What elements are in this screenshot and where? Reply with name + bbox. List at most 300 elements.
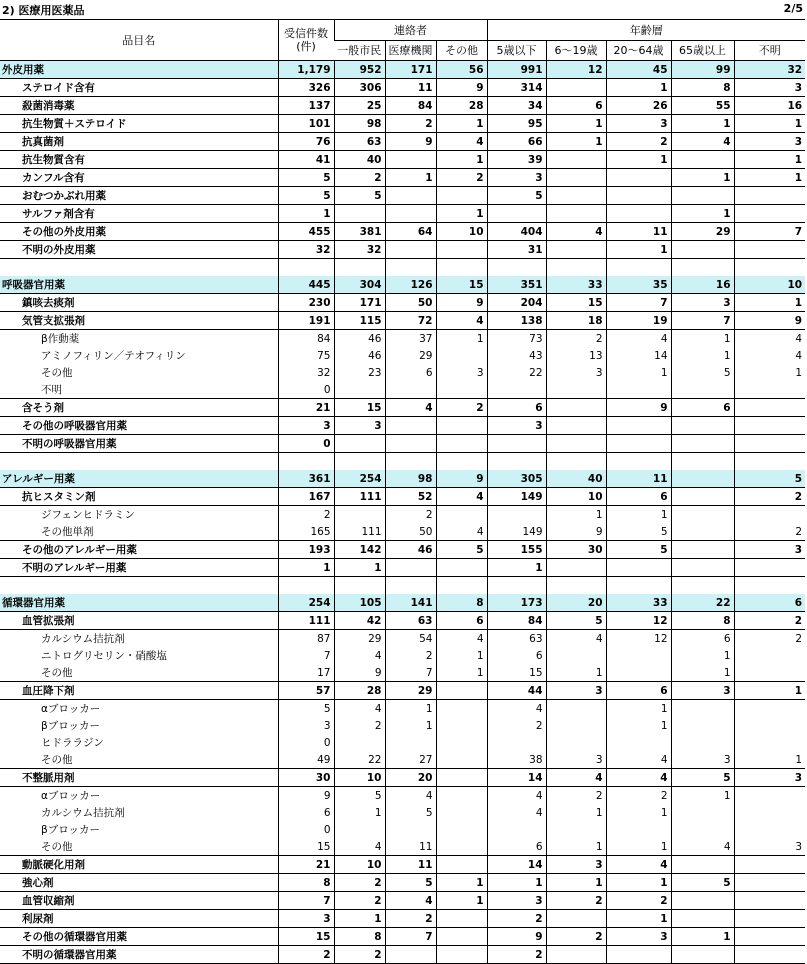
cell-public: 142 xyxy=(334,541,385,559)
cell-age-unknown xyxy=(734,892,805,910)
cell-age-65: 22 xyxy=(671,594,734,612)
cell-contact-other xyxy=(436,734,487,751)
table-row xyxy=(0,347,805,364)
cell-total: 230 xyxy=(278,294,334,312)
cell-age-unknown xyxy=(734,241,805,259)
row-label xyxy=(0,577,278,595)
cell-age-6-19: 3 xyxy=(546,682,606,700)
row-label: アミノフィリン／テオフィリン xyxy=(41,349,186,362)
cell-age-unknown xyxy=(734,381,805,399)
cell-contact-other: 9 xyxy=(436,79,487,97)
cell-age-6-19: 2 xyxy=(546,330,606,348)
cell-age-unknown: 7 xyxy=(734,223,805,241)
cell-age-6-19 xyxy=(546,417,606,435)
cell-age-20-64 xyxy=(606,205,671,223)
cell-total: 76 xyxy=(278,133,334,151)
row-label: βブロッカー xyxy=(41,719,100,732)
cell-age-20-64: 19 xyxy=(606,312,671,330)
cell-age-65 xyxy=(671,821,734,838)
row-label: 外皮用薬 xyxy=(0,61,278,79)
cell-total: 1 xyxy=(278,205,334,223)
cell-contact-other: 9 xyxy=(436,470,487,488)
table-row xyxy=(0,700,805,718)
cell-contact-other xyxy=(436,751,487,769)
cell-age-65: 1 xyxy=(671,169,734,187)
cell-age-6-19: 4 xyxy=(546,630,606,648)
cell-age-65 xyxy=(671,559,734,577)
cell-age-unknown xyxy=(734,664,805,682)
cell-public: 105 xyxy=(334,594,385,612)
cell-public: 952 xyxy=(334,61,385,79)
cell-age-unknown xyxy=(734,259,805,277)
cell-contact-other: 2 xyxy=(436,399,487,417)
cell-total: 21 xyxy=(278,856,334,874)
cell-medical: 4 xyxy=(385,787,436,805)
cell-medical: 6 xyxy=(385,364,436,381)
cell-age-20-64 xyxy=(606,417,671,435)
row-label: 抗真菌剤 xyxy=(0,133,278,151)
row-label: βブロッカー xyxy=(41,823,100,836)
cell-public xyxy=(334,577,385,595)
cell-medical: 52 xyxy=(385,488,436,506)
cell-medical: 46 xyxy=(385,541,436,559)
cell-public: 5 xyxy=(334,187,385,205)
cell-age-unknown xyxy=(734,874,805,892)
cell-medical: 84 xyxy=(385,97,436,115)
cell-medical xyxy=(385,821,436,838)
cell-medical: 7 xyxy=(385,928,436,946)
row-label: その他 xyxy=(0,751,278,769)
cell-age-6-19: 6 xyxy=(546,97,606,115)
table-body xyxy=(0,61,805,964)
category-row xyxy=(0,470,805,488)
cell-age-unknown: 1 xyxy=(734,151,805,169)
cell-age-65 xyxy=(671,187,734,205)
cell-age-0-5 xyxy=(487,577,546,595)
table-row xyxy=(0,312,805,330)
table-row xyxy=(0,417,805,435)
cell-age-65: 3 xyxy=(671,682,734,700)
cell-age-6-19: 10 xyxy=(546,488,606,506)
cell-age-20-64 xyxy=(606,259,671,277)
column-header-medical: 医療機関 xyxy=(385,41,436,61)
cell-medical xyxy=(385,417,436,435)
row-label: 不明の呼吸器官用薬 xyxy=(0,435,278,453)
cell-public: 2 xyxy=(334,892,385,910)
cell-total: 32 xyxy=(278,364,334,381)
cell-age-65: 1 xyxy=(671,347,734,364)
cell-total: 15 xyxy=(278,838,334,856)
cell-age-65 xyxy=(671,804,734,821)
cell-age-unknown: 3 xyxy=(734,838,805,856)
column-header-total xyxy=(278,20,334,61)
cell-public: 381 xyxy=(334,223,385,241)
cell-age-20-64: 12 xyxy=(606,612,671,630)
cell-medical: 4 xyxy=(385,892,436,910)
table-row xyxy=(0,787,805,805)
cell-total: 6 xyxy=(278,804,334,821)
cell-total: 1,179 xyxy=(278,61,334,79)
cell-age-20-64: 9 xyxy=(606,399,671,417)
cell-age-20-64 xyxy=(606,734,671,751)
cell-medical: 7 xyxy=(385,664,436,682)
cell-public: 63 xyxy=(334,133,385,151)
cell-age-65: 5 xyxy=(671,874,734,892)
cell-medical xyxy=(385,187,436,205)
cell-age-65: 5 xyxy=(671,769,734,787)
row-label: ジフェンヒドラミン xyxy=(41,508,135,521)
cell-age-20-64: 1 xyxy=(606,804,671,821)
cell-public xyxy=(334,821,385,838)
cell-total: 191 xyxy=(278,312,334,330)
cell-age-0-5: 4 xyxy=(487,787,546,805)
column-header-name: 品目名 xyxy=(0,20,278,61)
cell-total: 87 xyxy=(278,630,334,648)
cell-age-0-5: 3 xyxy=(487,417,546,435)
column-header-public: 一般市民 xyxy=(334,41,385,61)
cell-contact-other xyxy=(436,417,487,435)
cell-contact-other: 4 xyxy=(436,523,487,541)
cell-age-0-5: 39 xyxy=(487,151,546,169)
table-row xyxy=(0,804,805,821)
cell-medical: 2 xyxy=(385,647,436,664)
cell-medical: 50 xyxy=(385,294,436,312)
cell-age-0-5: 138 xyxy=(487,312,546,330)
cell-age-20-64: 1 xyxy=(606,717,671,734)
cell-age-unknown xyxy=(734,647,805,664)
cell-age-unknown: 2 xyxy=(734,488,805,506)
cell-age-65: 1 xyxy=(671,115,734,133)
table-row xyxy=(0,541,805,559)
cell-total: 111 xyxy=(278,612,334,630)
cell-total: 3 xyxy=(278,910,334,928)
cell-age-65 xyxy=(671,453,734,471)
table-row xyxy=(0,79,805,97)
cell-public: 10 xyxy=(334,856,385,874)
table-row xyxy=(0,187,805,205)
column-header-age-0-5: 5歳以下 xyxy=(487,41,546,61)
cell-age-unknown: 3 xyxy=(734,541,805,559)
cell-age-0-5: 204 xyxy=(487,294,546,312)
cell-public: 3 xyxy=(334,417,385,435)
cell-age-65 xyxy=(671,856,734,874)
cell-contact-other: 10 xyxy=(436,223,487,241)
cell-age-65: 3 xyxy=(671,751,734,769)
cell-age-6-19: 15 xyxy=(546,294,606,312)
cell-medical: 4 xyxy=(385,399,436,417)
cell-age-20-64: 11 xyxy=(606,223,671,241)
cell-total: 5 xyxy=(278,187,334,205)
cell-age-6-19: 3 xyxy=(546,364,606,381)
cell-age-0-5: 4 xyxy=(487,804,546,821)
table-row xyxy=(0,523,805,541)
cell-age-unknown xyxy=(734,734,805,751)
cell-public xyxy=(334,734,385,751)
cell-age-65 xyxy=(671,910,734,928)
cell-contact-other: 1 xyxy=(436,330,487,348)
cell-age-unknown xyxy=(734,577,805,595)
cell-age-0-5: 4 xyxy=(487,700,546,718)
cell-age-unknown xyxy=(734,417,805,435)
cell-contact-other xyxy=(436,559,487,577)
cell-total: 41 xyxy=(278,151,334,169)
cell-age-6-19 xyxy=(546,435,606,453)
cell-public xyxy=(334,205,385,223)
row-label: その他単剤 xyxy=(0,523,278,541)
row-label: その他 xyxy=(0,664,278,682)
cell-age-6-19: 2 xyxy=(546,928,606,946)
cell-age-20-64 xyxy=(606,821,671,838)
cell-medical: 1 xyxy=(385,169,436,187)
cell-public: 254 xyxy=(334,470,385,488)
row-label: カルシウム拮抗剤 xyxy=(41,632,125,645)
cell-age-20-64 xyxy=(606,577,671,595)
cell-medical xyxy=(385,577,436,595)
cell-contact-other xyxy=(436,577,487,595)
cell-age-20-64: 3 xyxy=(606,928,671,946)
cell-age-0-5: 3 xyxy=(487,892,546,910)
cell-age-65 xyxy=(671,700,734,718)
cell-medical xyxy=(385,946,436,964)
cell-total: 5 xyxy=(278,700,334,718)
cell-age-6-19: 1 xyxy=(546,115,606,133)
cell-public: 46 xyxy=(334,330,385,348)
cell-age-0-5: 22 xyxy=(487,364,546,381)
cell-age-65: 5 xyxy=(671,364,734,381)
cell-medical: 64 xyxy=(385,223,436,241)
cell-age-unknown: 16 xyxy=(734,97,805,115)
cell-contact-other xyxy=(436,838,487,856)
row-label: 不明の循環器官用薬 xyxy=(0,946,278,964)
row-label: その他の呼吸器官用薬 xyxy=(0,417,278,435)
cell-age-6-19: 18 xyxy=(546,312,606,330)
column-header-contact-other: その他 xyxy=(436,41,487,61)
cell-age-20-64 xyxy=(606,664,671,682)
cell-age-6-19 xyxy=(546,717,606,734)
cell-age-6-19: 1 xyxy=(546,664,606,682)
cell-age-65 xyxy=(671,717,734,734)
row-label: 含そう剤 xyxy=(0,399,278,417)
row-label: 不明 xyxy=(0,381,278,399)
cell-total: 57 xyxy=(278,682,334,700)
cell-contact-other: 8 xyxy=(436,594,487,612)
cell-total: 7 xyxy=(278,647,334,664)
row-label: 抗生物質含有 xyxy=(0,151,278,169)
cell-age-6-19 xyxy=(546,381,606,399)
cell-age-20-64: 2 xyxy=(606,787,671,805)
cell-public: 25 xyxy=(334,97,385,115)
cell-medical: 29 xyxy=(385,347,436,364)
cell-age-20-64: 5 xyxy=(606,541,671,559)
table-row xyxy=(0,169,805,187)
cell-age-20-64: 1 xyxy=(606,151,671,169)
column-header-age-20-64: 20～64歳 xyxy=(606,41,671,61)
cell-total: 2 xyxy=(278,946,334,964)
cell-age-unknown: 10 xyxy=(734,276,805,294)
cell-contact-other: 1 xyxy=(436,205,487,223)
cell-contact-other: 1 xyxy=(436,874,487,892)
cell-age-0-5: 149 xyxy=(487,523,546,541)
cell-medical: 5 xyxy=(385,804,436,821)
cell-age-20-64: 1 xyxy=(606,506,671,524)
category-row xyxy=(0,276,805,294)
cell-age-65: 7 xyxy=(671,312,734,330)
cell-age-6-19 xyxy=(546,151,606,169)
cell-total: 101 xyxy=(278,115,334,133)
cell-medical: 11 xyxy=(385,856,436,874)
cell-age-20-64: 1 xyxy=(606,874,671,892)
cell-public: 115 xyxy=(334,312,385,330)
cell-age-0-5: 9 xyxy=(487,928,546,946)
row-label: 利尿剤 xyxy=(0,910,278,928)
table-row xyxy=(0,717,805,734)
cell-age-65 xyxy=(671,381,734,399)
cell-public: 23 xyxy=(334,364,385,381)
cell-age-unknown: 1 xyxy=(734,294,805,312)
spacer-row xyxy=(0,577,805,595)
cell-age-20-64: 4 xyxy=(606,769,671,787)
cell-medical: 1 xyxy=(385,717,436,734)
category-row xyxy=(0,594,805,612)
cell-age-20-64: 7 xyxy=(606,294,671,312)
cell-contact-other: 1 xyxy=(436,151,487,169)
cell-medical: 11 xyxy=(385,838,436,856)
cell-age-0-5: 2 xyxy=(487,717,546,734)
cell-age-65: 16 xyxy=(671,276,734,294)
cell-age-0-5: 14 xyxy=(487,856,546,874)
cell-age-unknown xyxy=(734,821,805,838)
cell-age-0-5: 351 xyxy=(487,276,546,294)
cell-age-20-64: 12 xyxy=(606,630,671,648)
cell-age-6-19: 4 xyxy=(546,769,606,787)
cell-age-65: 3 xyxy=(671,294,734,312)
cell-age-65 xyxy=(671,259,734,277)
cell-contact-other xyxy=(436,682,487,700)
column-header-age-unknown: 不明 xyxy=(734,41,805,61)
cell-age-unknown xyxy=(734,910,805,928)
table-row xyxy=(0,838,805,856)
cell-total: 254 xyxy=(278,594,334,612)
row-label: ニトログリセリン・硝酸塩 xyxy=(41,649,167,662)
cell-age-20-64: 35 xyxy=(606,276,671,294)
table-row xyxy=(0,223,805,241)
cell-total: 32 xyxy=(278,241,334,259)
cell-total: 165 xyxy=(278,523,334,541)
row-label: その他 xyxy=(41,366,73,379)
cell-public: 2 xyxy=(334,874,385,892)
cell-age-unknown xyxy=(734,928,805,946)
cell-total: 8 xyxy=(278,874,334,892)
cell-contact-other xyxy=(436,804,487,821)
cell-public: 171 xyxy=(334,294,385,312)
table-row xyxy=(0,115,805,133)
cell-age-20-64: 3 xyxy=(606,115,671,133)
cell-total: 9 xyxy=(278,787,334,805)
cell-age-unknown: 6 xyxy=(734,594,805,612)
cell-age-0-5: 1 xyxy=(487,874,546,892)
cell-age-0-5: 6 xyxy=(487,399,546,417)
cell-contact-other xyxy=(436,856,487,874)
cell-total: 326 xyxy=(278,79,334,97)
cell-age-20-64: 4 xyxy=(606,856,671,874)
cell-age-6-19: 5 xyxy=(546,612,606,630)
row-label: αブロッカー xyxy=(41,702,101,715)
cell-age-0-5 xyxy=(487,821,546,838)
cell-age-6-19 xyxy=(546,821,606,838)
cell-medical xyxy=(385,259,436,277)
cell-age-unknown: 1 xyxy=(734,115,805,133)
cell-contact-other xyxy=(436,187,487,205)
cell-age-6-19 xyxy=(546,205,606,223)
cell-age-6-19 xyxy=(546,399,606,417)
cell-contact-other xyxy=(436,381,487,399)
cell-medical: 11 xyxy=(385,79,436,97)
cell-contact-other: 28 xyxy=(436,97,487,115)
cell-age-unknown xyxy=(734,399,805,417)
cell-age-20-64 xyxy=(606,647,671,664)
cell-age-65: 1 xyxy=(671,787,734,805)
cell-age-0-5: 155 xyxy=(487,541,546,559)
cell-total: 2 xyxy=(278,506,334,524)
column-group-age: 年齢層 xyxy=(487,20,805,41)
cell-age-0-5 xyxy=(487,205,546,223)
cell-age-65 xyxy=(671,470,734,488)
cell-public: 8 xyxy=(334,928,385,946)
cell-medical: 50 xyxy=(385,523,436,541)
cell-age-unknown: 3 xyxy=(734,79,805,97)
cell-total: 193 xyxy=(278,541,334,559)
table-row xyxy=(0,559,805,577)
cell-age-unknown: 1 xyxy=(734,682,805,700)
table-row xyxy=(0,928,805,946)
table-row xyxy=(0,682,805,700)
cell-contact-other xyxy=(436,787,487,805)
table-row xyxy=(0,751,805,769)
cell-age-20-64: 4 xyxy=(606,751,671,769)
cell-age-0-5: 6 xyxy=(487,647,546,664)
cell-age-6-19 xyxy=(546,647,606,664)
row-label: 抗ヒスタミン剤 xyxy=(0,488,278,506)
cell-medical: 2 xyxy=(385,506,436,524)
cell-public: 1 xyxy=(334,559,385,577)
column-header-age-6-19: 6～19歳 xyxy=(546,41,606,61)
cell-medical xyxy=(385,151,436,169)
cell-age-65 xyxy=(671,151,734,169)
cell-public: 46 xyxy=(334,347,385,364)
row-label: β作動薬 xyxy=(41,332,80,345)
medicine-inquiry-table xyxy=(0,19,805,964)
row-label: 呼吸器官用薬 xyxy=(0,276,278,294)
cell-contact-other: 56 xyxy=(436,61,487,79)
cell-age-20-64: 33 xyxy=(606,594,671,612)
cell-total xyxy=(278,577,334,595)
row-label: 鎮咳去痰剤 xyxy=(0,294,278,312)
row-label: 殺菌消毒薬 xyxy=(0,97,278,115)
cell-age-65 xyxy=(671,946,734,964)
cell-public: 40 xyxy=(334,151,385,169)
total-header-line2: (件) xyxy=(296,40,316,53)
table-row xyxy=(0,856,805,874)
cell-medical: 29 xyxy=(385,682,436,700)
cell-age-65 xyxy=(671,523,734,541)
cell-age-6-19 xyxy=(546,559,606,577)
cell-total: 445 xyxy=(278,276,334,294)
row-label: 強心剤 xyxy=(0,874,278,892)
row-label: 血管収縮剤 xyxy=(0,892,278,910)
cell-public: 4 xyxy=(334,700,385,718)
cell-age-20-64: 1 xyxy=(606,910,671,928)
cell-total xyxy=(278,259,334,277)
